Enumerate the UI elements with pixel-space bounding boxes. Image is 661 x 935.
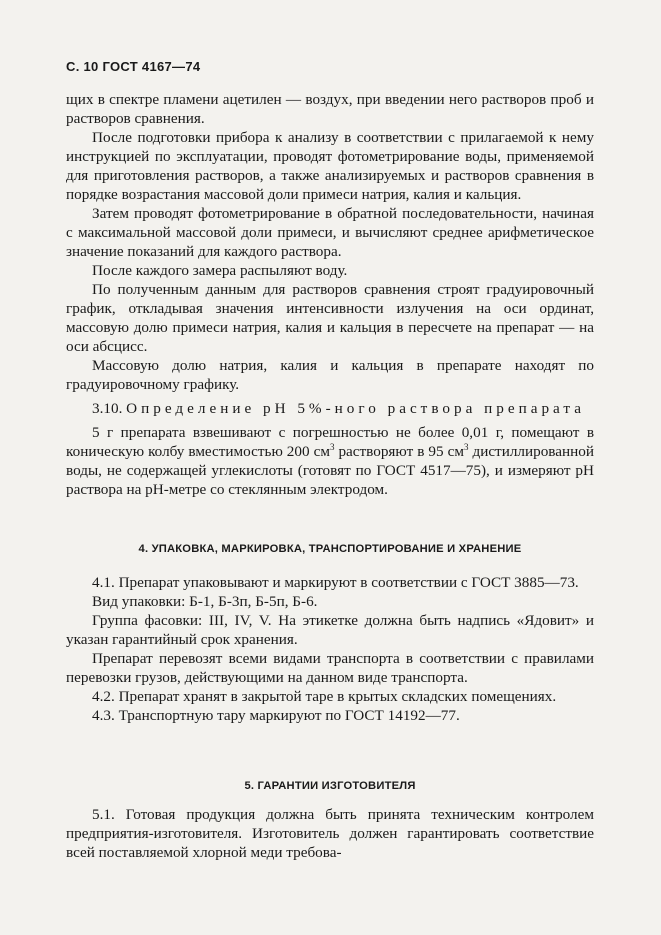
paragraph: Затем проводят фотометрирование в обратной последовательности, начиная с максимальной массовой доли примеси, и вычисляют среднее арифметическое значение показаний для каждого раствора. [66,205,594,260]
section-3-10-title [66,399,594,418]
paragraph: 4.1. Препарат упаковывают и маркируют в соответствии с ГОСТ 3885—73. [92,574,579,591]
superscript: 3 [329,441,335,452]
paragraph: 4.2. Препарат хранят в закрытой таре в крытых складских помещениях. [92,688,557,705]
page-header: С. 10 ГОСТ 4167—74 [66,59,201,74]
section-3-10-text [66,423,594,499]
paragraph: Препарат перевозят всеми видами транспорта в соответствии с правилами перевозки грузов, действующими на данном виде транспорта. [66,650,594,686]
paragraph: После каждого замера распыляют воду. [92,262,348,279]
text-fragment: растворяют в 95 см [334,443,464,460]
section-5-body [66,805,594,862]
section-4-heading-wrap [66,543,594,555]
paragraph: 4.3. Транспортную тару маркируют по ГОСТ 14192—77. [92,707,460,724]
superscript: 3 [463,441,469,452]
paragraph: Массовую долю натрия, калия и кальция в препарате находят по градуировочному графику. [66,357,594,393]
section-4-body [66,573,594,725]
paragraph: После подготовки прибора к анализу в соответствии с прилагаемой к нему инструкцией по эксплуатации, проводят фотометрирование воды, применяемой для приготовления растворов, а также анализируемых и растворов сравнения в порядке возрастания массовой доли примеси натрия, калия и кальция. [66,129,594,203]
section-5-heading: 5. ГАРАНТИИ ИЗГОТОВИТЕЛЯ [244,780,416,792]
paragraph: Группа фасовки: III, IV, V. На этикетке должна быть надпись «Ядовит» и указан гарантийный срок хранения. [66,612,594,648]
paragraph: Вид упаковки: Б-1, Б-3п, Б-5п, Б-6. [92,593,318,610]
text-fragment: 5 г препарата взвешивают с погрешностью не более 0,01 г, помещают в коническую колбу вместимостью 200 см [66,424,594,460]
section-title: Определение pH 5%-ного раствора препарата [126,400,585,417]
text-fragment: дистиллированной воды, не содержащей углекислоты (готовят по ГОСТ 4517—75), и измеряют pH раствора на pH-метре со стеклянным электродом. [66,443,594,498]
paragraph: 5.1. Готовая продукция должна быть принята техническим контролем предприятия-изготовителя. Изготовитель должен гарантировать соответствие всей поставляемой хлорной меди требова- [66,806,594,861]
section-number: 3.10. [92,400,123,417]
section-5-heading-wrap [66,780,594,792]
section-4-heading: 4. УПАКОВКА, МАРКИРОВКА, ТРАНСПОРТИРОВАНИЕ И ХРАНЕНИЕ [138,543,522,555]
body-text-top [66,90,594,499]
paragraph: щих в спектре пламени ацетилен — воздух, при введении него растворов проб и растворов сравнения. [66,91,594,127]
paragraph: По полученным данным для растворов сравнения строят градуировочный график, откладывая значения интенсивности излучения на оси ординат, массовую долю примеси натрия, калия и кальция в пересчете на препарат — на оси абсцисс. [66,281,594,355]
